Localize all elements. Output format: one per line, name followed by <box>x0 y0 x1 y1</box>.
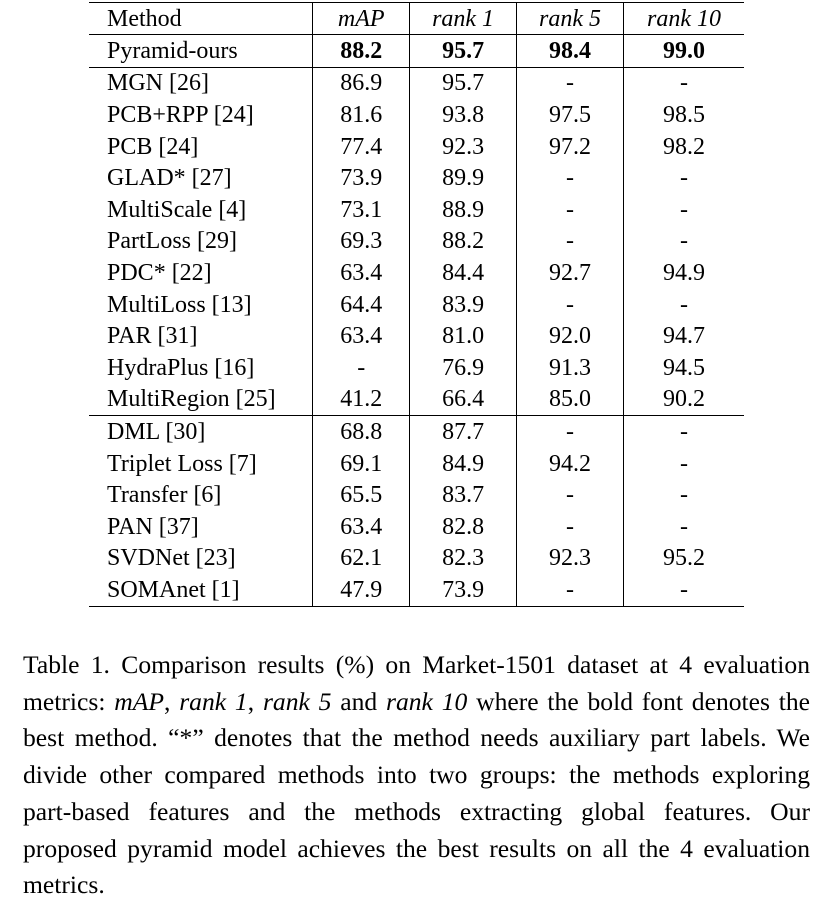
cell-method: PCB+RPP [24] <box>89 99 313 131</box>
cell-method: PartLoss [29] <box>89 226 313 258</box>
cell-rank10: 95.2 <box>663 545 706 572</box>
cell-rank10: 94.5 <box>663 354 706 381</box>
cell-rank1: 66.4 <box>410 384 517 416</box>
cell-rank10: - <box>680 450 689 477</box>
cell-rank1: 84.9 <box>410 448 517 480</box>
cell-rank1: 81.0 <box>410 320 517 352</box>
cell-rank5: - <box>517 289 624 321</box>
table-row <box>89 194 744 226</box>
cell-rank5: - <box>517 416 624 448</box>
cell-map: 69.1 <box>313 448 410 480</box>
cell-rank10: - <box>624 574 744 606</box>
caption-metric-rank5: rank 5 <box>262 686 332 716</box>
cell-map: 81.6 <box>313 99 410 131</box>
cell-rank1: 95.7 <box>410 67 517 99</box>
cell-rank1: 95.7 <box>410 35 517 68</box>
cell-method: Pyramid-ours <box>89 35 313 68</box>
cell-map: 73.1 <box>313 194 410 226</box>
table-row <box>89 131 744 163</box>
caption-text-intro: Table 1. Comparison results (%) on Market-1501 dataset at 4 evaluation metrics: <box>23 650 810 716</box>
cell-map: 47.9 <box>313 574 410 606</box>
cell-method: SVDNet [23] <box>89 543 313 575</box>
cell-rank1: 88.2 <box>410 226 517 258</box>
cell-map: 62.1 <box>313 543 410 575</box>
cell-map: 68.8 <box>313 416 410 448</box>
table-row <box>89 511 744 543</box>
cell-rank5: 85.0 <box>517 384 624 416</box>
cell-method: PAN [37] <box>89 511 313 543</box>
table-row <box>89 352 744 384</box>
cell-rank1: 93.8 <box>410 99 517 131</box>
table-row <box>89 320 744 352</box>
cell-rank10: - <box>680 291 689 318</box>
cell-rank10: 98.5 <box>663 101 706 128</box>
caption-metric-rank10: rank 10 <box>386 686 468 716</box>
caption-text-body: where the bold font denotes the best method. “*” denotes that the method needs auxiliary part labels. We divide other compared methods into two groups: the methods exploring part-based features and the methods extracting global features. Our proposed pyramid model achieves the best results on all the 4 evaluation metrics. <box>23 686 811 900</box>
cell-rank5: - <box>517 67 624 99</box>
header-method: Method <box>89 3 313 35</box>
cell-method: DML [30] <box>89 416 313 448</box>
header-map: mAP <box>313 3 410 35</box>
cell-rank10: - <box>680 70 689 97</box>
results-table <box>89 2 744 607</box>
cell-map: 41.2 <box>313 384 410 416</box>
cell-rank5: 98.4 <box>517 35 624 68</box>
cell-rank5: 91.3 <box>517 352 624 384</box>
caption-metric-rank1: rank 1 <box>179 686 248 716</box>
cell-rank1: 83.9 <box>410 289 517 321</box>
cell-map: 63.4 <box>313 257 410 289</box>
cell-rank5: - <box>517 511 624 543</box>
cell-method: Triplet Loss [7] <box>89 448 313 480</box>
caption-metric-map: mAP <box>114 686 165 716</box>
cell-map: 65.5 <box>313 479 410 511</box>
cell-method: MultiLoss [13] <box>89 289 313 321</box>
header-row <box>89 3 744 35</box>
cell-method: HydraPlus [16] <box>89 352 313 384</box>
cell-map: 73.9 <box>313 162 410 194</box>
cell-rank5: 97.2 <box>517 131 624 163</box>
cell-method: PDC* [22] <box>89 257 313 289</box>
cell-method: PAR [31] <box>89 320 313 352</box>
cell-rank10: - <box>624 416 744 448</box>
cell-rank1: 82.3 <box>410 543 517 575</box>
header-rank5: rank 5 <box>517 3 624 35</box>
cell-method: MultiRegion [25] <box>89 384 313 416</box>
cell-rank1: 76.9 <box>410 352 517 384</box>
cell-rank10: 94.7 <box>663 323 706 350</box>
cell-rank10: 98.2 <box>663 133 706 160</box>
table-row-ours <box>89 35 744 68</box>
cell-method: PCB [24] <box>89 131 313 163</box>
cell-rank1: 82.8 <box>410 511 517 543</box>
cell-rank5: 92.7 <box>517 257 624 289</box>
table-row <box>89 67 744 99</box>
caption-separator: , <box>164 686 180 716</box>
header-rank10: rank 10 <box>624 3 744 35</box>
cell-map: 69.3 <box>313 226 410 258</box>
cell-map: 63.4 <box>313 320 410 352</box>
table-row <box>89 162 744 194</box>
table-row <box>89 479 744 511</box>
table-row <box>89 574 744 606</box>
cell-map: 63.4 <box>313 511 410 543</box>
table-row <box>89 257 744 289</box>
cell-map: 86.9 <box>313 67 410 99</box>
cell-rank5: 92.0 <box>517 320 624 352</box>
cell-rank5: - <box>517 194 624 226</box>
cell-rank10: 99.0 <box>624 35 744 68</box>
caption-separator: , <box>247 686 263 716</box>
cell-rank1: 73.9 <box>410 574 517 606</box>
cell-map: 77.4 <box>313 131 410 163</box>
table-row <box>89 99 744 131</box>
cell-rank5: - <box>517 226 624 258</box>
table-row <box>89 448 744 480</box>
table-row <box>89 289 744 321</box>
cell-rank10: - <box>680 196 689 223</box>
cell-rank1: 89.9 <box>410 162 517 194</box>
cell-method: MultiScale [4] <box>89 194 313 226</box>
cell-rank10: - <box>680 228 689 255</box>
cell-map: 88.2 <box>313 35 410 68</box>
cell-rank1: 87.7 <box>410 416 517 448</box>
table-caption <box>23 647 810 904</box>
cell-rank5: - <box>517 479 624 511</box>
cell-rank10: - <box>680 513 689 540</box>
header-rank1: rank 1 <box>410 3 517 35</box>
cell-rank5: 92.3 <box>517 543 624 575</box>
cell-map: - <box>313 352 410 384</box>
cell-method: SOMAnet [1] <box>89 574 313 606</box>
cell-map: 64.4 <box>313 289 410 321</box>
results-table-container <box>89 2 744 607</box>
cell-method: MGN [26] <box>89 67 313 99</box>
cell-rank1: 84.4 <box>410 257 517 289</box>
cell-method: Transfer [6] <box>89 479 313 511</box>
cell-rank1: 83.7 <box>410 479 517 511</box>
cell-rank5: 97.5 <box>517 99 624 131</box>
cell-rank1: 92.3 <box>410 131 517 163</box>
table-row <box>89 384 744 416</box>
caption-separator: and <box>331 686 386 716</box>
cell-rank5: 94.2 <box>517 448 624 480</box>
table-row <box>89 543 744 575</box>
cell-rank5: - <box>517 574 624 606</box>
cell-rank10: - <box>680 165 689 192</box>
cell-rank1: 88.9 <box>410 194 517 226</box>
cell-rank10: - <box>680 482 689 509</box>
table-row <box>89 416 744 448</box>
cell-rank5: - <box>517 162 624 194</box>
cell-rank10: 90.2 <box>663 386 706 413</box>
table-row <box>89 226 744 258</box>
cell-method: GLAD* [27] <box>89 162 313 194</box>
cell-rank10: 94.9 <box>663 259 706 286</box>
